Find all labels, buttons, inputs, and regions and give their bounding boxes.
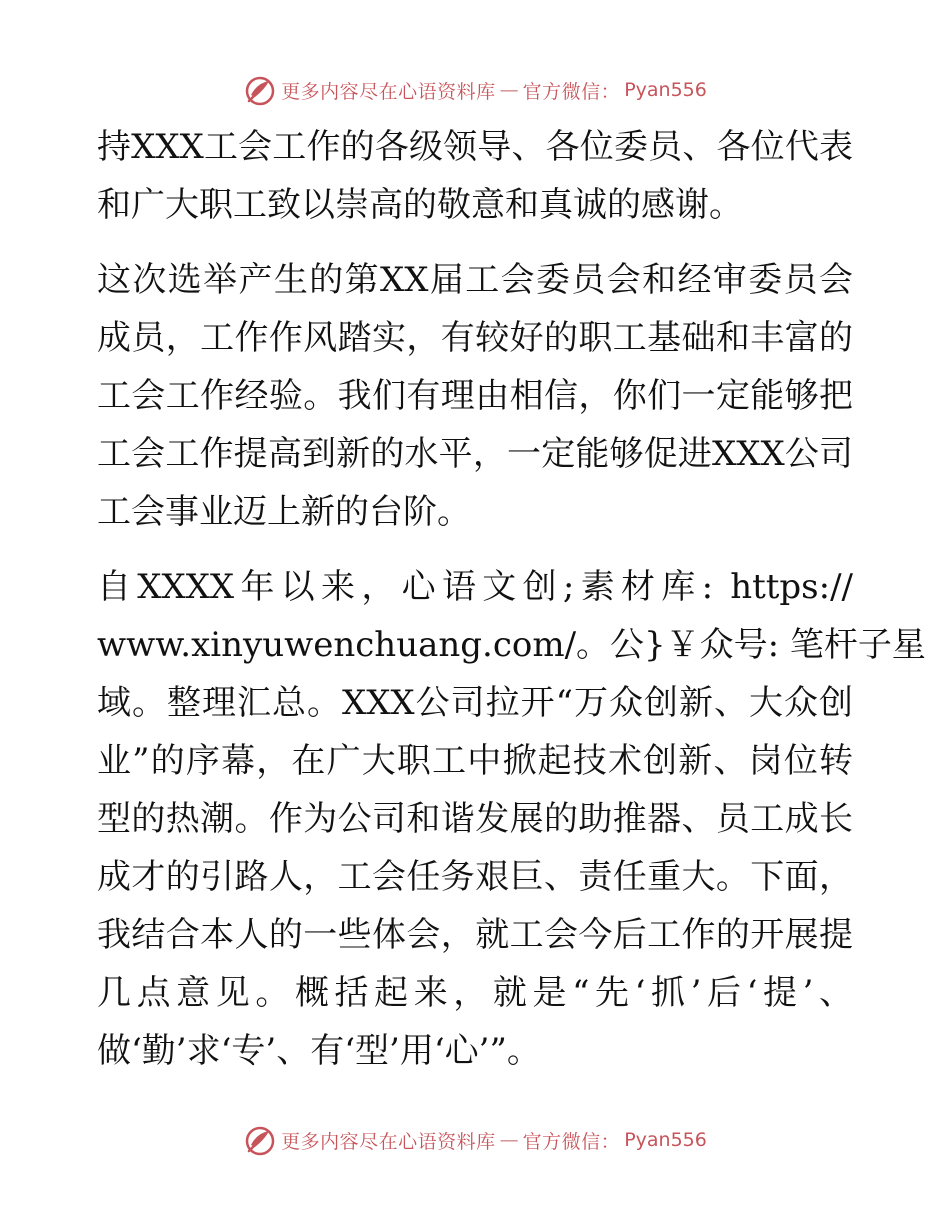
text-line: 自XXXX年以来，心语文创;素材库: https:// — [97, 567, 853, 607]
text-line: 型的热潮。作为公司和谐发展的助推器、员工成长 — [97, 799, 853, 839]
text-line: 工会工作提高到新的水平，一定能够促进XXX公司 — [97, 434, 853, 474]
banner-title: 更多内容尽在心语资料库 — [281, 1130, 496, 1153]
banner-title: 更多内容尽在心语资料库 — [281, 80, 496, 103]
text-line: 这次选举产生的第XX届工会委员会和经审委员会 — [97, 260, 853, 300]
banner-wechat-label: 官方微信： — [522, 80, 621, 103]
text-line: 成员，工作作风踏实，有较好的职工基础和丰富的 — [97, 318, 853, 358]
text-line: 持XXX工会工作的各级领导、各位委员、各位代表 — [97, 127, 853, 167]
text-line: 工会工作经验。我们有理由相信，你们一定能够把 — [97, 376, 853, 416]
text-line: 工会事业迈上新的台阶。 — [97, 492, 471, 532]
text-line: 我结合本人的一些体会，就工会今后工作的开展提 — [97, 915, 853, 955]
text-line: 业”的序幕，在广大职工中掀起技术创新、岗位转 — [97, 741, 853, 781]
banner-dash: — — [499, 79, 519, 101]
text-line: www.xinyuwenchuang.com/。公}￥众号: 笔杆子星 — [97, 625, 926, 665]
pen-logo-icon — [243, 1123, 277, 1157]
footer-banner — [0, 1120, 950, 1160]
banner-dash: — — [499, 1129, 519, 1151]
text-line: 和广大职工致以崇高的敬意和真诚的感谢。 — [97, 185, 743, 225]
banner-wechat-id: Pyan556 — [624, 79, 707, 101]
header-banner — [0, 70, 950, 110]
text-line: 域。整理汇总。XXX公司拉开“万众创新、大众创 — [97, 683, 853, 723]
pen-logo-icon — [243, 73, 277, 107]
text-line: 几点意见。概括起来，就是“先‘抓’后‘提’、 — [97, 973, 853, 1013]
text-line: 成才的引路人，工会任务艰巨、责任重大。下面， — [97, 857, 853, 897]
text-line: 做‘勤’求‘专’、有‘型’用‘心’”。 — [97, 1031, 541, 1071]
banner-wechat-label: 官方微信： — [522, 1130, 621, 1153]
banner-wechat-id: Pyan556 — [624, 1129, 707, 1151]
